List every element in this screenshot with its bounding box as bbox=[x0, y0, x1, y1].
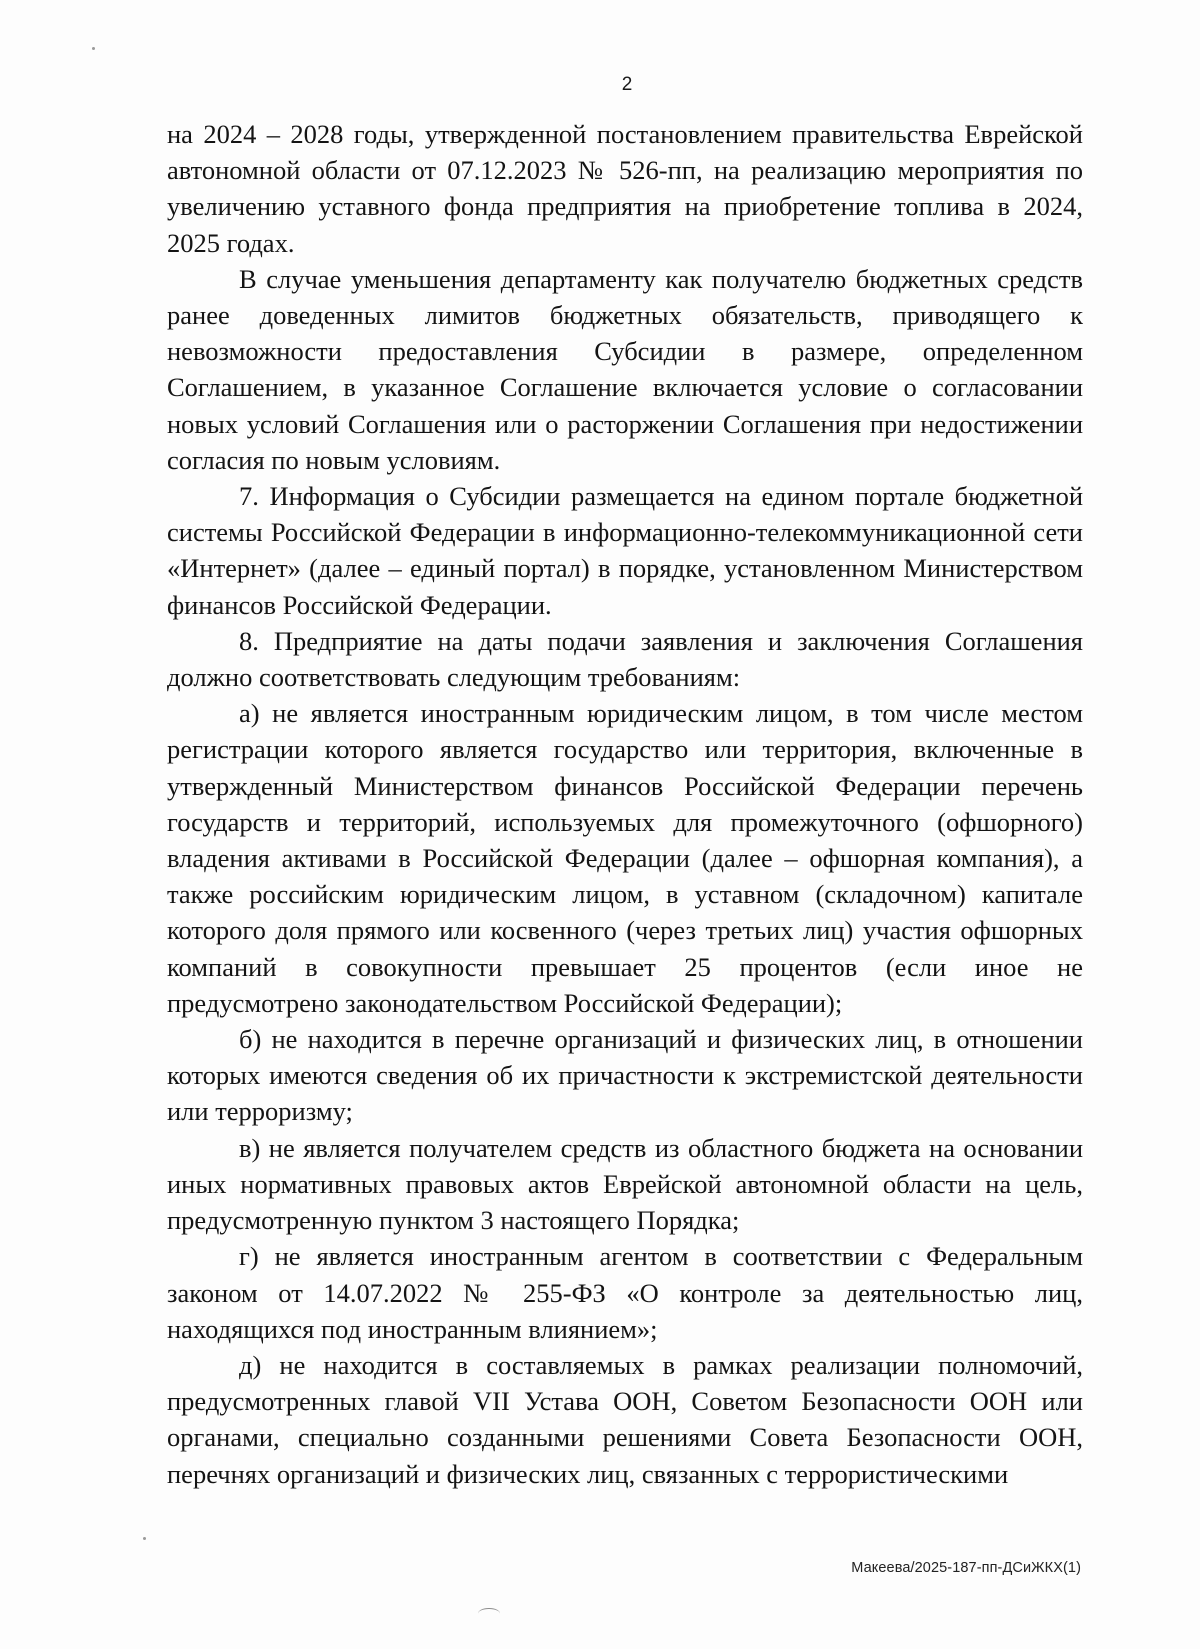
paragraph-item-8: 8. Предприятие на даты подачи заявления и заключения Соглашения должно соответствовать следующим требованиям: bbox=[167, 625, 1083, 693]
scan-artifact-mark bbox=[478, 1608, 500, 1619]
scan-artifact-dot bbox=[143, 1537, 146, 1540]
scan-artifact-dot bbox=[92, 47, 95, 50]
subitem-d: д) не находится в составляемых в рамках реализации полномочий, предусмотренных главой VII Устава ООН, Советом Безопасности ООН или органами, специально созданными решениями Совета Безопасности ООН, перечнях организаций и физических лиц, связанных с террористическими bbox=[167, 1349, 1083, 1489]
subitem-a: а) не является иностранным юридическим лицом, в том числе местом регистрации которого является государство или территория, включенные в утвержденный Министерством финансов Российской Федерации перечень государств и территорий, используемых для промежуточного (офшорного) владения активами в Российской Федерации (далее – офшорная компания), а также российским юридическим лицом, в уставном (складочном) капитале которого доля прямого или косвенного (через третьих лиц) участия офшорных компаний в совокупности превышает 25 процентов (если иное не предусмотрено законодательством Российской Федерации); bbox=[167, 698, 1083, 1018]
document-body bbox=[167, 116, 1083, 1492]
subitem-g: г) не является иностранным агентом в соответствии с Федеральным законом от 14.07.2022 № 255-ФЗ «О контроле за деятельностью лиц, находящихся под иностранным влиянием»; bbox=[167, 1241, 1083, 1344]
paragraph-item-7: 7. Информация о Субсидии размещается на едином портале бюджетной системы Российской Федерации в информационно-телекоммуникационной сети «Интернет» (далее – единый портал) в порядке, установленном Министерством финансов Российской Федерации. bbox=[167, 481, 1083, 620]
paragraph-continuation: на 2024 – 2028 годы, утвержденной постановлением правительства Еврейской автономной области от 07.12.2023 № 526-пп, на реализацию мероприятия по увеличению уставного фонда предприятия на приобретение топлива в 2024, 2025 годах. bbox=[167, 119, 1083, 258]
document-footer-code: Макеева/2025-187-пп-ДСиЖКХ(1) bbox=[851, 1560, 1081, 1576]
paragraph-subsidy-reduction: В случае уменьшения департаменту как получателю бюджетных средств ранее доведенных лимитов бюджетных обязательств, приводящего к невозможности предоставления Субсидии в размере, определенном Соглашением, в указанное Соглашение включается условие о согласовании новых условий Соглашения или о расторжении Соглашения при недостижении согласия по новым условиям. bbox=[167, 263, 1083, 475]
subitem-v: в) не является получателем средств из областного бюджета на основании иных нормативных правовых актов Еврейской автономной области на цель, предусмотренную пунктом 3 настоящего Порядка; bbox=[167, 1132, 1083, 1236]
page-number: 2 bbox=[621, 74, 633, 95]
subitem-b: б) не находится в перечне организаций и физических лиц, в отношении которых имеются сведения об их причастности к экстремистской деятельности или терроризму; bbox=[167, 1024, 1083, 1127]
